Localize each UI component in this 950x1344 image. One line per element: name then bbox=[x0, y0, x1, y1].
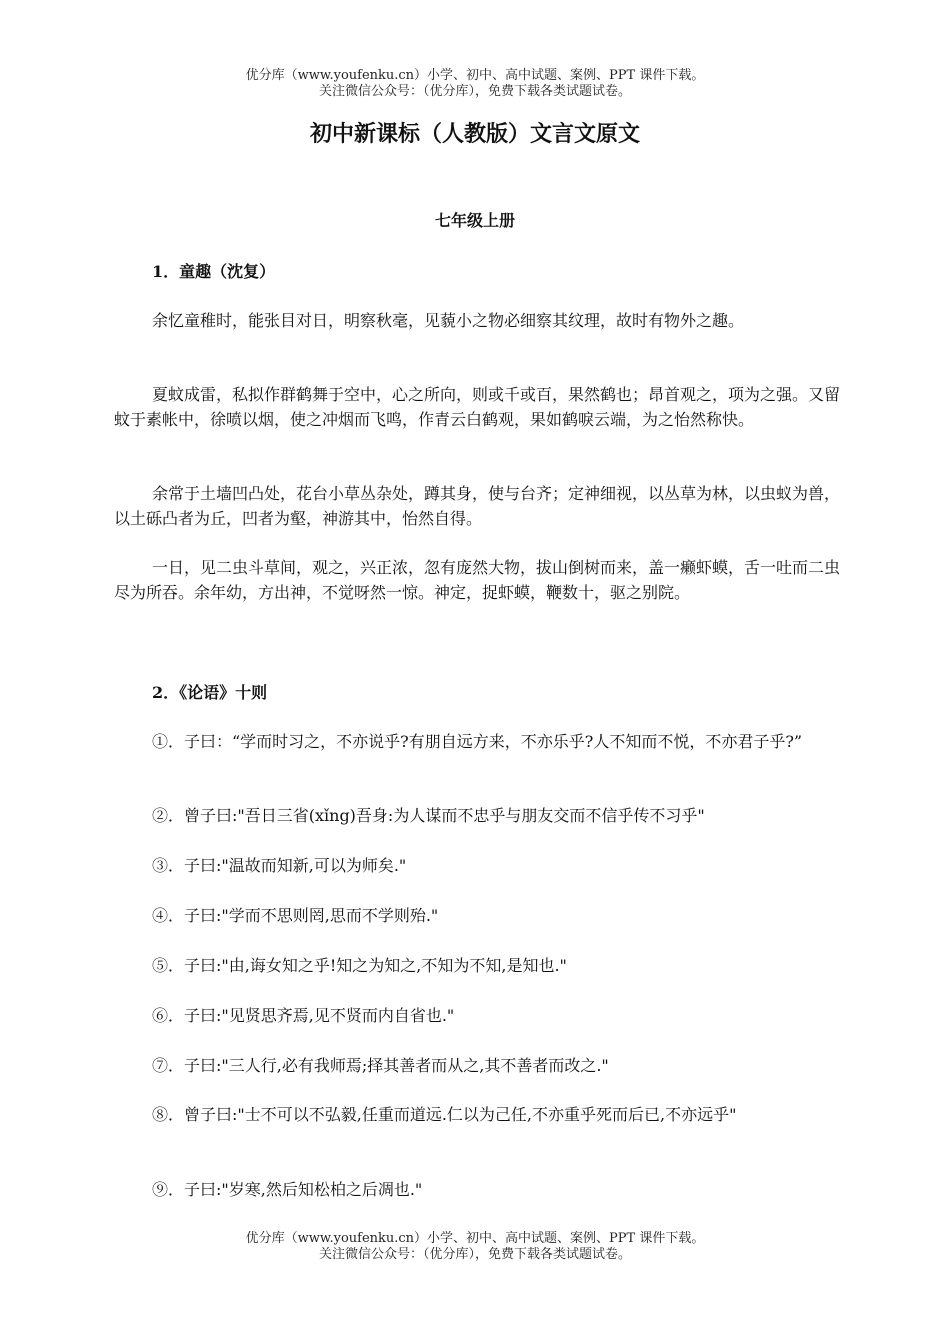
section-heading-1: 1．童趣（沈复） bbox=[152, 262, 276, 281]
footer-line-2: 关注微信公众号：（优分库），免费下载各类试题试卷。 bbox=[318, 1247, 631, 1262]
list-item: ②．曾子曰:"吾日三省(xǐng)吾身:为人谋而不忠乎与朋友交而不信乎传不习乎" bbox=[152, 806, 705, 825]
list-item: ⑤．子曰:"由,诲女知之乎!知之为知之,不知为不知,是知也." bbox=[152, 956, 567, 975]
paragraph: 余忆童稚时，能张目对日，明察秋毫，见藐小之物必细察其纹理，故时有物外之趣。 bbox=[152, 311, 745, 330]
list-item: ①．子曰：“学而时习之，不亦说乎?有朋自远方来，不亦乐乎?人不知而不悦，不亦君子乎?” bbox=[152, 732, 803, 751]
paragraph: 一日，见二虫斗草间，观之，兴正浓，忽有庞然大物，拔山倒树而来，盖一癞虾蟆，舌一吐而二虫尽为所吞。余年幼，方出神，不觉呀然一惊。神定，捉虾蟆，鞭数十，驱之别院。 bbox=[114, 558, 841, 602]
paragraph: 余常于土墙凹凸处，花台小草丛杂处，蹲其身，使与台齐；定神细视，以丛草为林，以虫蚁为兽，以土砾凸者为丘，凹者为壑，神游其中，怡然自得。 bbox=[114, 484, 841, 528]
grade-heading: 七年级上册 bbox=[434, 211, 515, 230]
list-item: ⑦．子曰:"三人行,必有我师焉;择其善者而从之,其不善者而改之." bbox=[152, 1056, 609, 1075]
list-item: ③．子曰:"温故而知新,可以为师矣." bbox=[152, 856, 407, 875]
page-footer bbox=[0, 1231, 950, 1263]
list-item: ⑧．曾子曰:"士不可以不弘毅,任重而道远.仁以为己任,不亦重乎死而后已,不亦远乎" bbox=[152, 1105, 737, 1124]
footer-line-1: 优分库（www.youfenku.cn）小学、初中、高中试题、案例、PPT 课件下载。 bbox=[245, 1231, 705, 1246]
list-item: ④．子曰:"学而不思则罔,思而不学则殆." bbox=[152, 906, 439, 925]
paragraph: 夏蚊成雷，私拟作群鹤舞于空中，心之所向，则或千或百，果然鹤也；昂首观之，项为之强。又留蚊于素帐中，徐喷以烟，使之冲烟而飞鸣，作青云白鹤观，果如鹤唳云端，为之怡然称快。 bbox=[114, 385, 841, 429]
list-item: ⑥．子曰:"见贤思齐焉,见不贤而内自省也." bbox=[152, 1006, 455, 1025]
page-header bbox=[0, 68, 950, 100]
section-heading-2: 2．《论语》十则 bbox=[152, 683, 268, 702]
document-title: 初中新课标（人教版）文言文原文 bbox=[309, 122, 640, 147]
header-line-2: 关注微信公众号：（优分库），免费下载各类试题试卷。 bbox=[318, 84, 631, 99]
list-item: ⑨．子曰:"岁寒,然后知松柏之后凋也." bbox=[152, 1180, 423, 1199]
header-line-1: 优分库（www.youfenku.cn）小学、初中、高中试题、案例、PPT 课件下载。 bbox=[245, 68, 705, 83]
